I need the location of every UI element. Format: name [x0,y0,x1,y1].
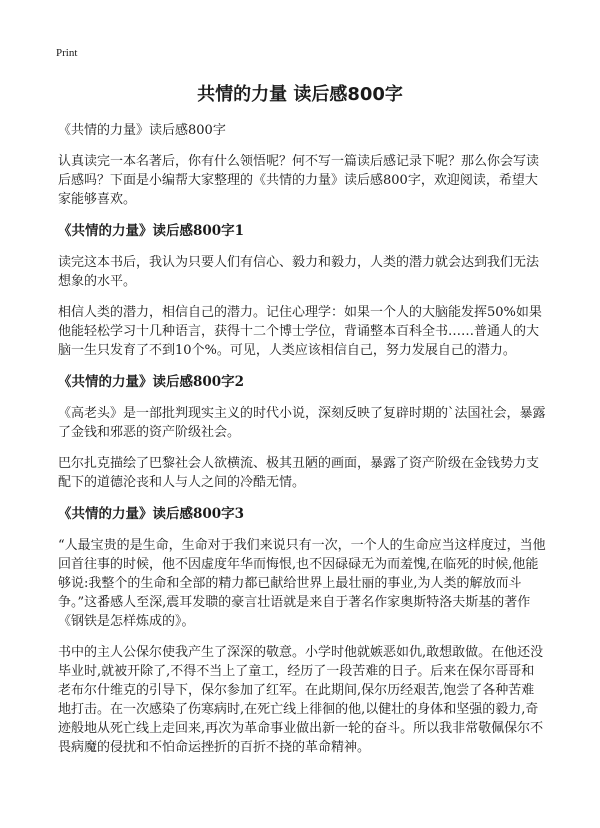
section-heading-3: 《共情的力量》读后感800字3 [58,506,245,522]
article-body [58,121,546,757]
intro-paragraph: 认真读完一本名著后，你有什么领悟呢？何不写一篇读后感记录下呢？那么你会写读后感吗？下面是小编帮大家整理的《共情的力量》读后感800字，欢迎阅读，希望大家能够喜欢。 [58,154,540,207]
section-heading-2: 《共情的力量》读后感800字2 [58,374,245,390]
page-title: 共情的力量 读后感800字 [197,84,403,105]
section-3-paragraph-2: 书中的主人公保尔使我产生了深深的敬意。小学时他就嫉恶如仇,敢想敢做。在他还没毕业时,就被开除了,不得不当上了童工，经历了一段苦难的日子。后来在保尔哥哥和老布尔什维克的引导下，保尔参加了红军。在此期间,保尔历经艰苦,饱尝了各种苦难地打击。在一次感染了伤寒病时,在死亡线上徘徊的他,以健壮的身体和坚强的毅力,奇迹般地从死亡线上走回来,再次为革命事业做出新一轮的奋斗。所以我非常敬佩保尔不畏病魔的侵扰和不怕命运挫折的百折不挠的革命精神。 [58,645,544,755]
section-3-paragraph-1: “人最宝贵的是生命，生命对于我们来说只有一次，一个人的生命应当这样度过，当他回首往事的时候，他不因虚度年华而悔恨,也不因碌碌无为而羞愧,在临死的时候,他能够说:我整个的生命和全部的精力都已献给世界上最壮丽的事业,为人类的解放而斗争。”这番感人至深,震耳发聩的豪言壮语就是来自于著名作家奥斯特洛夫斯基的著作《钢铁是怎样炼成的》。 [58,538,546,629]
section-1-paragraph-2: 相信人类的潜力，相信自己的潜力。记住心理学：如果一个人的大脑能发挥50%如果他能轻松学习十几种语言，获得十二个博士学位，背诵整本百科全书……普通人的大脑一生只发育了不到10个%。可见，人类应该相信自己，努力发展自己的潜力。 [58,305,542,358]
section-heading-1: 《共情的力量》读后感800字1 [58,223,245,239]
article-subtitle: 《共情的力量》读后感800字 [58,123,226,138]
print-link[interactable]: Print [56,47,78,59]
section-2-paragraph-1: 《高老头》是一部批判现实主义的时代小说，深刻反映了复辟时期的`法国社会，暴露了金钱和邪恶的资产阶级社会。 [58,406,546,440]
section-2-paragraph-2: 巴尔扎克描绘了巴黎社会人欲横流、极其丑陋的画面，暴露了资产阶级在金钱势力支配下的道德沦丧和人与人之间的冷酷无情。 [58,456,540,490]
section-1-paragraph-1: 读完这本书后，我认为只要人们有信心、毅力和毅力，人类的潜力就会达到我们无法想象的水平。 [58,255,540,289]
